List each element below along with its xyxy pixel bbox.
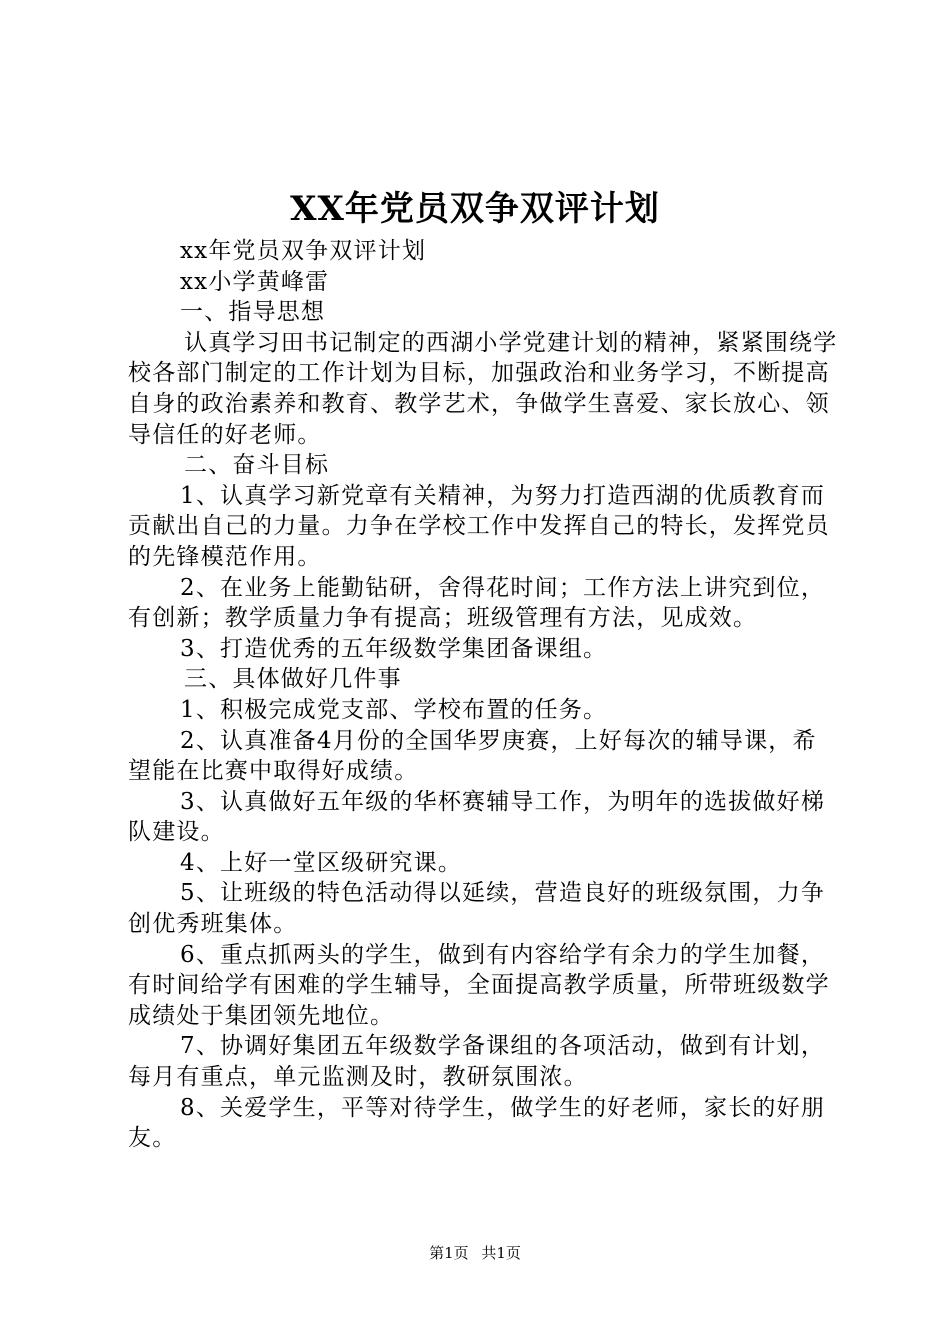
author-line: xx小学黄峰雷	[180, 268, 330, 295]
page-footer	[0, 1243, 950, 1263]
body-paragraph: 1、认真学习新党章有关精神，为努力打造西湖的优质教育而贡献出自己的力量。力争在学校工作中发挥自己的特长，发挥党员的先锋模范作用。	[128, 482, 830, 570]
body-paragraph: 4、上好一堂区级研究课。	[180, 849, 463, 876]
document-title: XX年党员双争双评计划	[290, 189, 660, 229]
body-paragraph: 认真学习田书记制定的西湖小学党建计划的精神，紧紧围绕学校各部门制定的工作计划为目标，加强政治和业务学习，不断提高自身的政治素养和教育、教学艺术，争做学生喜爱、家长放心、领导信任的好老师。	[128, 329, 838, 448]
body-paragraph: 1、积极完成党支部、学校布置的任务。	[180, 696, 608, 723]
body-paragraph: xx年党员双争双评计划	[180, 238, 427, 264]
section-heading: 一、指导思想	[180, 299, 326, 326]
section-heading: 二、奋斗目标	[184, 452, 330, 479]
body-paragraph: 6、重点抓两头的学生，做到有内容给学有余力的学生加餐，有时间给学有困难的学生辅导，全面提高教学质量，所带班级数学成绩处于集团领先地位。	[128, 941, 830, 1029]
document-body	[128, 236, 838, 1154]
body-paragraph: 5、让班级的特色活动得以延续，营造良好的班级氛围，力争创优秀班集体。	[128, 880, 826, 938]
body-paragraph: 2、在业务上能勤钻研，舍得花时间；工作方法上讲究到位，有创新；教学质量力争有提高；班级管理有方法，见成效。	[128, 574, 826, 632]
body-paragraph: 8、关爱学生，平等对待学生，做学生的好老师，家长的好朋友。	[128, 1094, 826, 1152]
body-paragraph: 2、认真准备4月份的全国华罗庚赛，上好每次的辅导课，希望能在比赛中取得好成绩。	[128, 727, 817, 785]
body-paragraph: 3、打造优秀的五年级数学集团备课组。	[180, 635, 608, 662]
body-paragraph: 3、认真做好五年级的华杯赛辅导工作，为明年的选拔做好梯队建设。	[128, 788, 826, 846]
page-total: 共1页	[481, 1244, 521, 1262]
body-paragraph: 7、协调好集团五年级数学备课组的各项活动，做到有计划，每月有重点，单元监测及时，教研氛围浓。	[128, 1033, 826, 1091]
section-heading: 三、具体做好几件事	[184, 666, 402, 693]
page-number: 第1页	[429, 1244, 469, 1262]
